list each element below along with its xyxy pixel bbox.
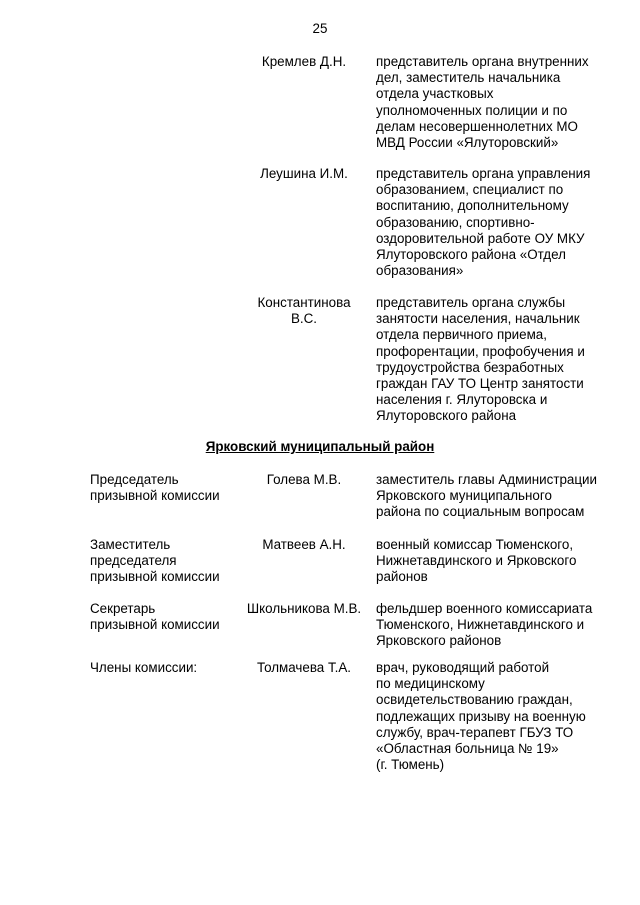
member-name: Школьникова М.В.	[246, 601, 362, 616]
section-heading: Ярковский муниципальный район	[205, 439, 435, 454]
member-name: Голева М.В.	[266, 472, 342, 487]
member-description: представитель органа внутренних дел, заместитель начальника отдела участковых уполномоченных полиции и по делам несовершеннолетних МО МВД России «Ялуторовский»	[376, 54, 589, 151]
member-description: военный комиссар Тюменского, Нижнетавдинского и Ярковского районов	[376, 537, 577, 585]
role-label: Члены комиссии:	[90, 660, 198, 675]
member-name: Матвеев А.Н.	[262, 537, 346, 552]
member-name: Леушина И.М.	[260, 166, 348, 181]
member-name: Толмачева Т.А.	[256, 660, 352, 675]
role-label: Председатель призывной комиссии	[90, 472, 220, 504]
role-label: Заместитель председателя призывной комиссии	[90, 537, 220, 585]
member-description: врач, руководящий работой по медицинскому освидетельствованию граждан, подлежащих призыву на военную службу, врач-терапевт ГБУЗ ТО «Областная больница № 19» (г. Тюмень)	[376, 660, 586, 773]
member-description: представитель органа управления образованием, специалист по воспитанию, дополнительному образованию, спортивно- оздоровительной работе ОУ МКУ Ялуторовского района «Отдел образования»	[376, 166, 591, 279]
member-description: заместитель главы Администрации Ярковского муниципального района по социальным вопросам	[376, 472, 598, 520]
member-name: Константинова В.С.	[257, 295, 351, 327]
member-name: Кремлев Д.Н.	[261, 54, 347, 69]
member-description: фельдшер военного комиссариата Тюменского, Нижнетавдинского и Ярковского районов	[376, 601, 593, 649]
member-description: представитель органа службы занятости населения, начальник отдела первичного приема, профорентации, профобучения и трудоустройства безработных граждан ГАУ ТО Центр занятости населения г. Ялуторовска и Ялуторовского района	[376, 295, 585, 424]
page-number: 25	[312, 21, 328, 36]
role-label: Секретарь призывной комиссии	[90, 601, 220, 633]
